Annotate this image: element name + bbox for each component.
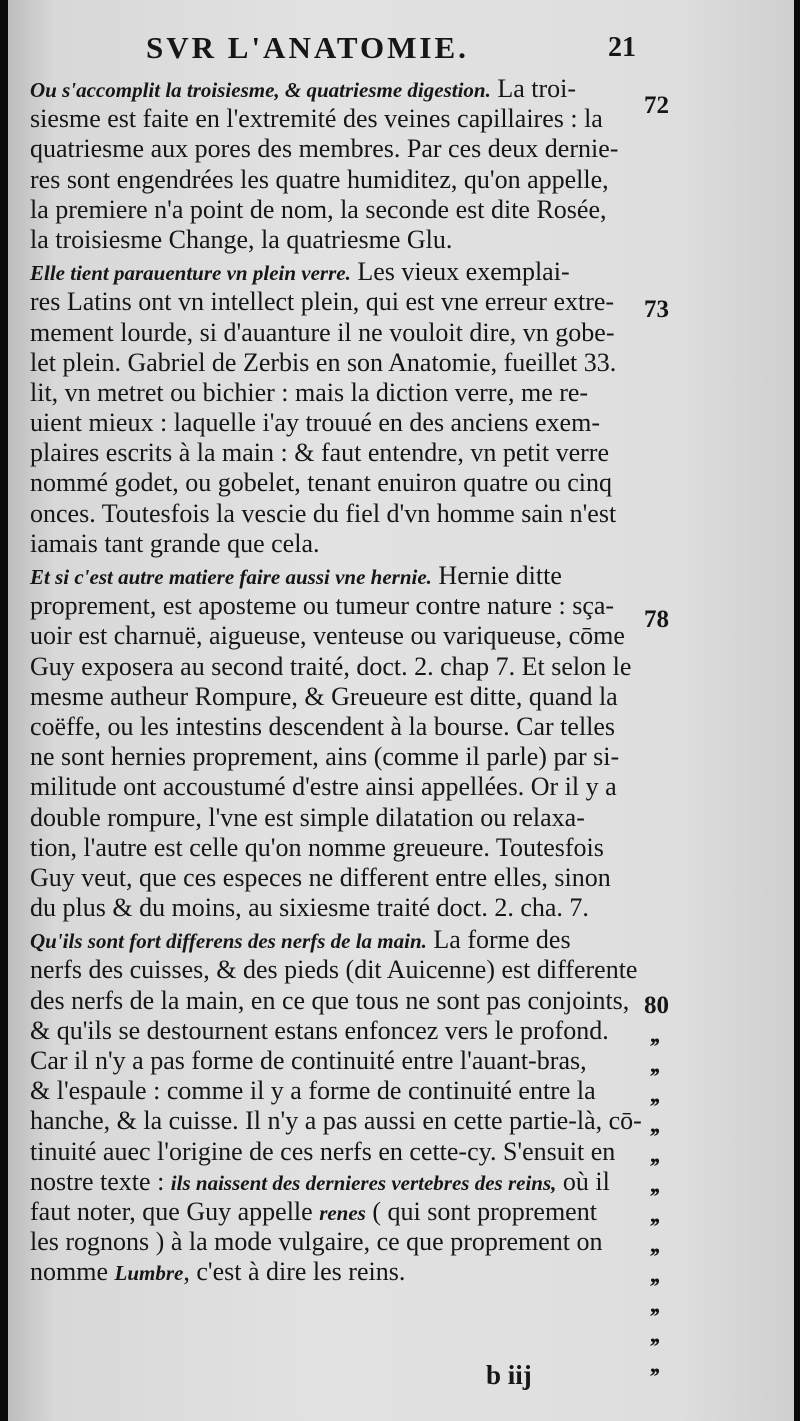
text-line: nommé godet, ou gobelet, tenant enuiron quatre ou cinq xyxy=(30,468,612,498)
text-line: quatriesme aux pores des membres. Par ces deux dernie- xyxy=(30,134,619,164)
text-line: les rognons ) à la mode vulgaire, ce que proprement on xyxy=(30,1227,603,1257)
quotation-mark: ,, xyxy=(650,1052,658,1078)
text-line: la troisiesme Change, la quatriesme Glu. xyxy=(30,224,453,254)
quotation-mark: ,, xyxy=(650,1292,658,1318)
text-line: Et si c'est autre matiere faire aussi vne hernie. Hernie ditte xyxy=(30,561,562,590)
lemma: Ou s'accomplit la troisiesme, & quatriesme digestion. xyxy=(30,78,491,102)
lemma: Elle tient parauenture vn plein verre. xyxy=(30,261,351,286)
text-line: lit, vn metret ou bichier : mais la diction verre, me re- xyxy=(30,377,589,407)
running-head xyxy=(8,28,794,68)
text-line: onces. Toutesfois la vescie du fiel d'vn homme sain n'est xyxy=(30,498,617,528)
quotation-mark: ,, xyxy=(650,1172,658,1198)
margin-note-number: 80 xyxy=(644,992,669,1019)
quotation-mark: ,, xyxy=(650,1322,658,1348)
text-line: faut noter, que Guy appelle renes ( qui sont proprement xyxy=(30,1196,597,1226)
quotation-mark: ,, xyxy=(650,1352,658,1378)
text-line: militude ont accoustumé d'estre ainsi appellées. Or il y a xyxy=(30,772,617,802)
quotation-mark: ,, xyxy=(650,1082,658,1108)
margin-note-number: 72 xyxy=(644,92,669,119)
text-line: Qu'ils sont fort differens des nerfs de la main. La forme des xyxy=(30,925,571,955)
text-line: & qu'ils se destournent estans enfoncez vers le profond. xyxy=(30,1015,609,1045)
text-line: tion, l'autre est celle qu'on nomme greueure. Toutesfois xyxy=(30,832,604,862)
margin-note-number: 73 xyxy=(644,296,669,323)
text-line: plaires escrits à la main : & faut entendre, vn petit verre xyxy=(30,438,609,468)
text-line: hanche, & la cuisse. Il n'y a pas aussi en cette partie-là, cō- xyxy=(30,1106,642,1136)
quotation-mark: ,, xyxy=(650,1262,658,1288)
text-line: Guy exposera au second traité, doct. 2. chap 7. Et selon le xyxy=(30,651,632,681)
lemma: Et si c'est autre matiere faire aussi vne hernie. xyxy=(30,565,432,589)
text-line: Guy veut, que ces especes ne different entre elles, sinon xyxy=(30,862,611,892)
page-number: 21 xyxy=(608,32,636,63)
text-line: Elle tient parauenture vn plein verre. Les vieux exemplai- xyxy=(30,257,570,287)
text-line: nerfs des cuisses, & des pieds (dit Auicenne) est differente xyxy=(30,955,638,985)
lemma: Qu'ils sont fort differens des nerfs de la main. xyxy=(30,929,427,954)
text-line: Car il n'y a pas forme de continuité entre l'auant-bras, xyxy=(30,1046,587,1075)
text-line: des nerfs de la main, en ce que tous ne sont pas conjoints, xyxy=(30,985,630,1015)
text-line: uoir est charnuë, aigueuse, venteuse ou variqueuse, cōme xyxy=(30,621,625,651)
running-title: SVR L'ANATOMIE. xyxy=(146,30,469,65)
text-line: nomme Lumbre, c'est à dire les reins. xyxy=(30,1257,406,1287)
text-line: res sont engendrées les quatre humiditez, qu'on appelle, xyxy=(30,164,609,194)
text-line: iamais tant grande que cela. xyxy=(30,528,320,558)
text-line: du plus & du moins, au sixiesme traité doct. 2. cha. 7. xyxy=(30,893,589,923)
body-text xyxy=(30,74,650,1288)
quotation-mark: ,, xyxy=(650,1022,658,1048)
text-line: & l'espaule : comme il y a forme de continuité entre la xyxy=(30,1076,596,1106)
quotation-mark: ,, xyxy=(650,1232,658,1258)
text-line: ne sont hernies proprement, ains (comme il parle) par si- xyxy=(30,742,620,772)
book-page xyxy=(8,0,794,1421)
text-line: proprement, est aposteme ou tumeur contre nature : sça- xyxy=(30,591,615,621)
text-line: siesme est faite en l'extremité des veines capillaires : la xyxy=(30,104,603,134)
italic-word: Lumbre xyxy=(114,1261,184,1286)
text-line: nostre texte : ils naissent des dernieres vertebres des reins, où il xyxy=(30,1166,610,1196)
text-line: let plein. Gabriel de Zerbis en son Anatomie, fueillet 33. xyxy=(30,347,617,377)
quotation-mark: ,, xyxy=(650,1142,658,1168)
italic-word: renes xyxy=(319,1200,366,1225)
text-line: mesme autheur Rompure, & Greueure est ditte, quand la xyxy=(30,681,618,711)
text-line: la premiere n'a point de nom, la seconde est dite Rosée, xyxy=(30,194,607,224)
text-line: tinuité auec l'origine de ces nerfs en cette-cy. S'ensuit en xyxy=(30,1136,616,1166)
margin-note-number: 78 xyxy=(644,606,669,633)
text-line: mement lourde, si d'auanture il ne vouloit dire, vn gobe- xyxy=(30,317,615,347)
text-line: Ou s'accomplit la troisiesme, & quatriesme digestion. La troi- xyxy=(30,74,577,103)
text-line: uient mieux : laquelle i'ay trouué en des anciens exem- xyxy=(30,408,600,438)
text-line: coëffe, ou les intestins descendent à la bourse. Car telles xyxy=(30,711,616,741)
quotation-mark: ,, xyxy=(650,1112,658,1138)
quotation-mark: ,, xyxy=(650,1202,658,1228)
text-line: double rompure, l'vne est simple dilatation ou relaxa- xyxy=(30,802,585,832)
text-line: res Latins ont vn intellect plein, qui est vne erreur extre- xyxy=(30,287,615,317)
italic-phrase: ils naissent des dernieres vertebres des reins, xyxy=(170,1170,557,1195)
signature-mark: b iij xyxy=(486,1360,532,1390)
